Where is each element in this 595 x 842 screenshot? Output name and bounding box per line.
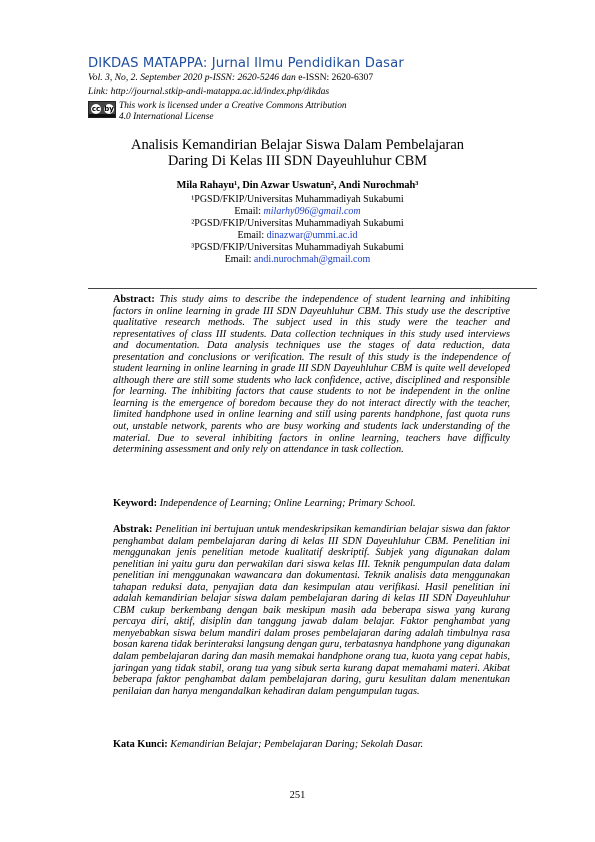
title-line-1: Analisis Kemandirian Belajar Siswa Dalam Pembelajaran	[131, 137, 464, 153]
page-number: 251	[289, 790, 306, 801]
email-line-2	[0, 230, 595, 242]
title-line-2: Daring Di Kelas III SDN Dayeuhluhur CBM	[168, 153, 427, 169]
email-link-1[interactable]: milarhy096@gmail.com	[263, 206, 361, 217]
journal-name: DIKDAS MATAPPA: Jurnal Ilmu Pendidikan Dasar	[88, 56, 404, 71]
by-icon: by	[104, 105, 114, 113]
divider-line	[88, 288, 537, 289]
abstrak-text: Penelitian ini bertujuan untuk mendeskripsikan kemandirian belajar siswa dan faktor penghambat dalam pembelajaran daring di kelas III SDN Dayeuhluhur CBM. Penelitian ini menggunakan jenis penelitian metode kualitatif deskriptif. Subjek yang digunakan dalam penelitian ini yaitu guru dan perwakilan dari siswa kelas III. Teknik pengumpulan data dalam penelitian ini menggunakan wawancara dan dokumentasi. Teknik analisis data menggunakan tahapan reduksi data, penyajian data dan kesimpulan atau verifikasi. Hasil penelitian ini adalah kemandirian belajar siswa dalam pembelajaran daring di kelas III SDN Dayeuhluhur CBM cukup berkembang dengan baik meskipun masih ada beberapa siswa yang kurang percaya diri, aktif, disiplin dan tanggung jawab dalam belajar. Faktor penghambat yang menyebabkan siswa belum mandiri dalam proses pembelajaran daring adalah timbulnya rasa bosan karena tidak berinteraksi langsung dengan guru, terbatasnya handphone yang digunakan dalam pembelajaran daring dan masih memakai handphone orang tua, kuota yang cepat habis, jaringan yang tidak stabil, orang tua yang sibuk serta kurang dapat memahami materi. Akibat beberapa faktor penghambat dalam pembelajaran daring, guru kesulitan dalam menentukan penilaian dan hanya mengandalkan kehadiran dalam pengumpulan tugas.	[113, 524, 510, 697]
cc-license-badge[interactable]	[88, 101, 116, 118]
license-line-2: 4.0 International License	[119, 112, 214, 122]
keyword-label: Keyword:	[113, 498, 158, 509]
email-label: Email:	[237, 230, 267, 241]
email-line-1	[0, 206, 595, 218]
license-line-1: This work is licensed under a Creative Commons Attribution	[119, 101, 347, 111]
abstract-english	[113, 294, 510, 456]
journal-link[interactable]: Link: http://journal.stkip-andi-matappa.ac.id/index.php/dikdas	[88, 86, 330, 97]
email-label: Email:	[234, 206, 264, 217]
email-line-3	[0, 254, 595, 266]
volume-issn-b: e-ISSN: 2620-6307	[298, 72, 374, 83]
authors: Mila Rahayu¹, Din Azwar Uswatun², Andi Nurochmah³	[176, 180, 419, 191]
keyword-text: Independence of Learning; Online Learning; Primary School.	[159, 498, 416, 509]
email-label: Email:	[224, 254, 254, 265]
abstract-indonesian	[113, 524, 510, 697]
volume-issn-a: Vol. 3, No, 2. September 2020 p-ISSN: 2620-5246 dan	[88, 72, 299, 83]
abstract-label: Abstract:	[113, 294, 155, 305]
kata-kunci-text: Kemandirian Belajar; Pembelajaran Daring; Sekolah Dasar.	[170, 739, 424, 750]
license-text	[119, 101, 347, 123]
keywords-indonesian	[113, 739, 513, 750]
keywords-english	[113, 498, 513, 509]
paper-title	[0, 137, 595, 169]
volume-issn	[88, 72, 373, 84]
kata-kunci-label: Kata Kunci:	[113, 739, 168, 750]
abstrak-label: Abstrak:	[113, 524, 153, 535]
email-link-2[interactable]: dinazwar@ummi.ac.id	[266, 230, 358, 241]
affiliation-2: ²PGSD/FKIP/Universitas Muhammadiyah Sukabumi	[191, 218, 404, 229]
abstract-text: This study aims to describe the independence of student learning and inhibiting factors in online learning in grade III SDN Dayeuhluhur CBM. This study use the descriptive qualitative research methods. The subject used in this study were the teacher and representatives of class III students. Data collection techniques in this study used interviews and documentation. Data analysis techniques use the stages of data reduction, data presentation and conclusions or verification. The result of this study is the independence of student learning in online learning in grade III SDN Dayeuhluhur CBM is quite well developed although there are still some students who lack confidence, active, disciplined and responsible for learning. The inhibiting factors that cause students to not be independent in the online learning is the emergence of boredom because they do not interact directly with the teacher, limited handphone used in online learning and still using parents handphone, fast quota runs out, unstable network, parents who are busy working and students lack understanding of the material. Due to several inhibiting factors in online learning, teachers have difficulty determining assessment and only rely on attendance in task collection.	[113, 294, 510, 456]
affiliation-1: ¹PGSD/FKIP/Universitas Muhammadiyah Sukabumi	[191, 194, 404, 205]
badge-bar	[89, 114, 115, 117]
cc-icon: cc	[91, 105, 101, 113]
email-link-3[interactable]: andi.nurochmah@gmail.com	[253, 254, 371, 265]
affiliation-3: ³PGSD/FKIP/Universitas Muhammadiyah Sukabumi	[191, 242, 404, 253]
